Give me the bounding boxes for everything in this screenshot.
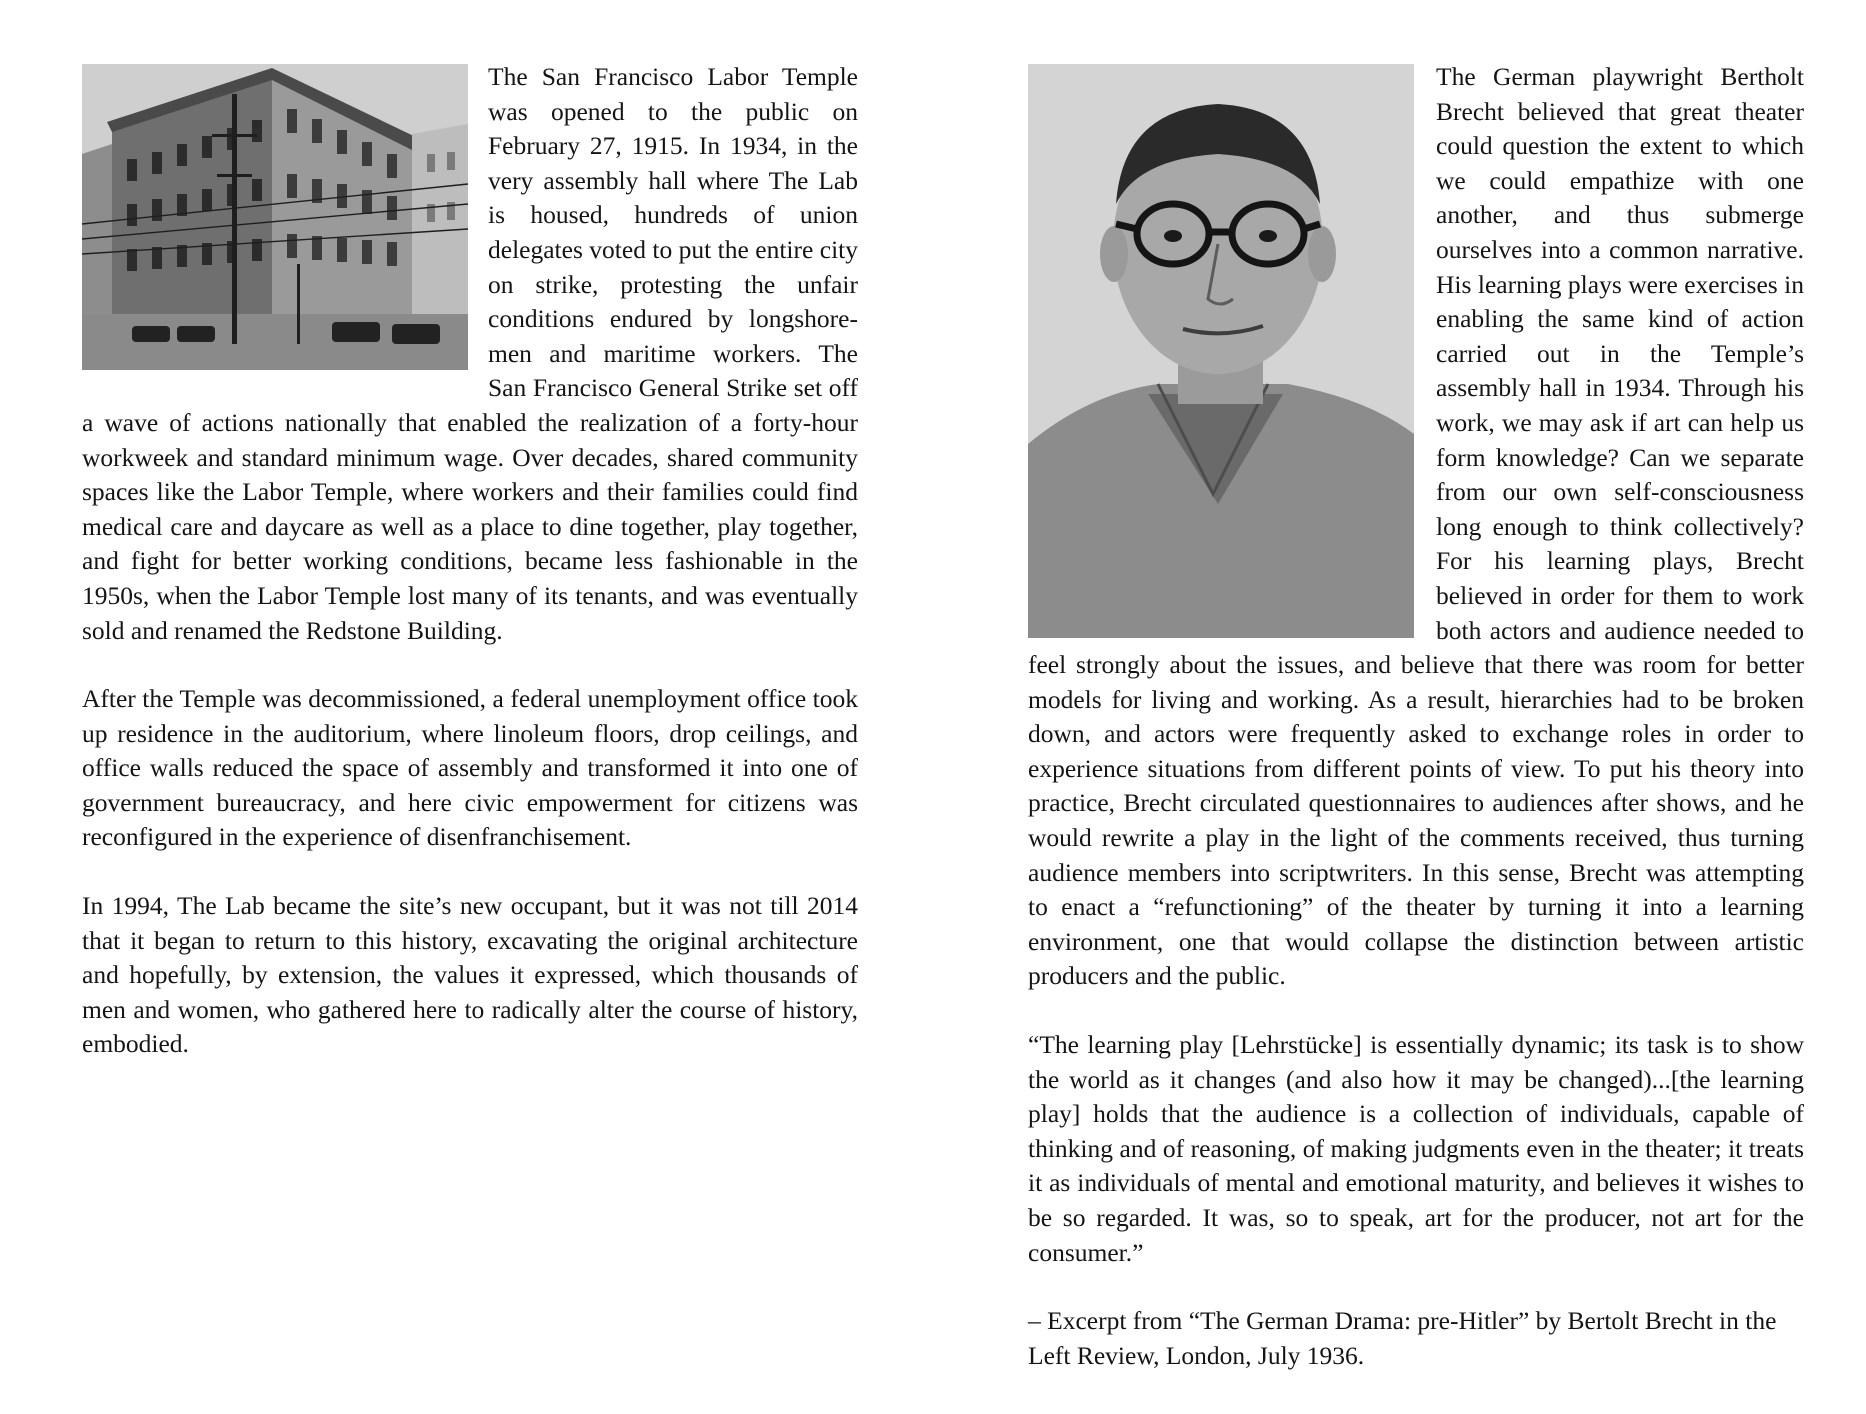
paragraph-spacer <box>1028 1270 1804 1304</box>
labor-temple-building-photo <box>82 64 468 370</box>
brecht-portrait-photo <box>1028 64 1414 638</box>
right-page <box>1028 60 1804 1373</box>
paragraph-spacer <box>1028 994 1804 1028</box>
paragraph-brecht-theater: The German playwright Bertholt Brecht believed that great theater could question the extent to which we could empathize with one another, and thus submerge ourselves into a common narrative. His learning plays were exercises in enabling the same kind of action carried out in the Temple’s assembly hall in 1934. Through his work, we may ask if art can help us form knowledge? Can we separate from our own self-consciousness long enough to think collectively? For his learning plays, Brecht believed in order for them to work both actors and audience needed to feel strongly about the issues, and believe that there was room for better models for living and working. As a result, hierarchies had to be broken down, and actors were frequently asked to exchange roles in order to experience situations from different points of view. To put his theory into practice, Brecht circulated questionnaires to audiences after shows, and he would rewrite a play in the light of the comments received, thus turning audience members into scriptwriters. In this sense, Brecht was attempting to enact a “refunctioning” of the theater by turning it into a learning environment, one that would collapse the distinction between artistic producers and the public. <box>1028 62 1804 991</box>
left-page <box>82 60 858 1062</box>
paragraph-excerpt-citation: – Excerpt from “The German Drama: pre-Hitler” by Bertolt Brecht in the Left Review, London, July 1936. <box>1028 1306 1777 1370</box>
portrait-illustration <box>1028 64 1414 638</box>
paragraph-decommission: After the Temple was decommissioned, a federal unemployment office took up residence in the auditorium, where linoleum floors, drop ceilings, and office walls reduced the space of assembly and transformed it into one of government bureaucracy, and here civic empowerment for citizens was reconfigured in the experience of disenfranchisement. <box>82 684 858 852</box>
paragraph-labor-temple-history: The San Francisco Labor Temple was opened to the public on February 27, 1915. In 1934, in the very assembly hall where The Lab is housed, hundreds of union delegates voted to put the entire city on strike, protesting the unfair conditions endured by longshoremen and maritime workers. The San Francisco General Strike set off a wave of actions nationally that enabled the realization of a forty-hour workweek and standard minimum wage. Over decades, shared community spaces like the Labor Temple, where workers and their families could find medical care and daycare as well as a place to dine together, play together, and fight for better working conditions, became less fashionable in the 1950s, when the Labor Temple lost many of its tenants, and was eventually sold and renamed the Redstone Building. <box>82 62 858 645</box>
paragraph-spacer <box>82 855 858 889</box>
paragraph-learning-play-quote: “The learning play [Lehrstücke] is essentially dynamic; its task is to show the world as it changes (and also how it may be changed)...[the learning play] holds that the audience is a collection of individuals, capable of thinking and of reasoning, of making judgments even in the theater; it treats it as individuals of mental and emotional maturity, and believes it wishes to be so regarded. It was, so to speak, art for the producer, not art for the consumer.” <box>1028 1030 1804 1267</box>
building-illustration <box>82 64 468 370</box>
paragraph-the-lab: In 1994, The Lab became the site’s new occupant, but it was not till 2014 that it began to return to this history, excavating the original architecture and hopefully, by extension, the values it expressed, which thousands of men and women, who gathered here to radically alter the course of history, embodied. <box>82 891 858 1059</box>
paragraph-spacer <box>82 648 858 682</box>
